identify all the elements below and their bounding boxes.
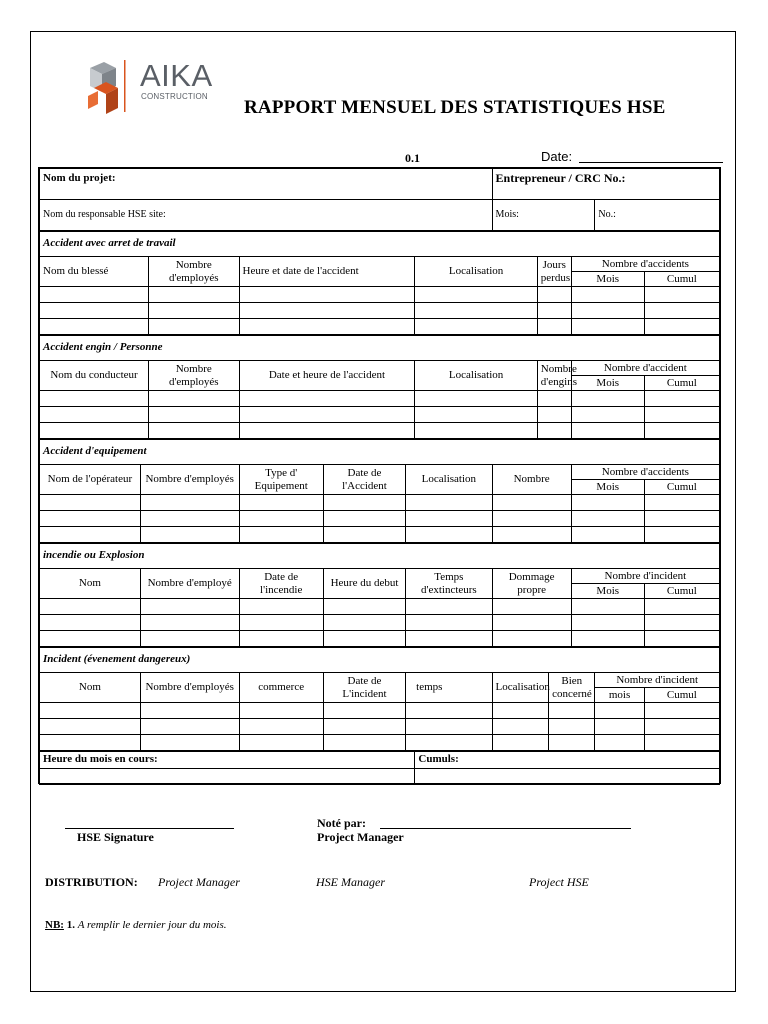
table-cell[interactable] — [239, 303, 415, 319]
table-cell[interactable] — [406, 511, 492, 527]
table-cell[interactable] — [323, 631, 405, 647]
table-cell[interactable] — [537, 423, 571, 439]
col-driver-name: Nom du conducteur — [40, 361, 149, 391]
table-cell[interactable] — [492, 719, 549, 735]
col-days-lost: Jours perdus — [537, 257, 571, 287]
page-title: RAPPORT MENSUEL DES STATISTIQUES HSE — [244, 97, 666, 118]
table-cell[interactable] — [537, 303, 571, 319]
table-cell[interactable] — [644, 423, 719, 439]
note-number: 1. — [66, 919, 75, 931]
col-month: Mois — [571, 584, 644, 599]
table-cell[interactable] — [571, 391, 644, 407]
report-table — [39, 168, 720, 785]
table-cell[interactable] — [571, 303, 644, 319]
table-cell[interactable] — [239, 319, 415, 335]
table-cell[interactable] — [40, 319, 149, 335]
month-label[interactable]: Mois: — [492, 200, 595, 231]
table-cell[interactable] — [149, 391, 240, 407]
table-cell[interactable] — [40, 495, 141, 511]
table-cell[interactable] — [406, 599, 492, 615]
col-time: temps — [406, 673, 492, 703]
col-cumul: Cumul — [644, 376, 719, 391]
date-label: Date: — [541, 149, 573, 164]
table-cell[interactable] — [239, 527, 323, 543]
col-location: Localisation — [415, 361, 537, 391]
table-cell[interactable] — [595, 735, 644, 751]
table-cell[interactable] — [40, 719, 141, 735]
report-form — [38, 167, 721, 784]
table-cell[interactable] — [140, 511, 239, 527]
col-fire-date: Date de l'incendie — [239, 569, 323, 599]
table-cell[interactable] — [492, 495, 571, 511]
table-cell[interactable] — [492, 703, 549, 719]
col-commerce: commerce — [239, 673, 323, 703]
col-employees: Nombre d'employé — [140, 569, 239, 599]
table-cell[interactable] — [323, 703, 405, 719]
table-cell[interactable] — [239, 735, 323, 751]
col-employees: Nombre d'employés — [140, 673, 239, 703]
col-property-concerned: Bien concerné — [549, 673, 595, 703]
table-cell[interactable] — [644, 407, 719, 423]
table-cell[interactable] — [415, 391, 537, 407]
table-cell[interactable] — [595, 719, 644, 735]
table-cell[interactable] — [415, 407, 537, 423]
logo-wordmark: AIKA — [140, 58, 213, 93]
table-cell[interactable] — [323, 495, 405, 511]
col-injured-name: Nom du blessé — [40, 257, 149, 287]
table-cell[interactable] — [492, 527, 571, 543]
table-cell[interactable] — [40, 511, 141, 527]
col-employees: Nombre d'employés — [149, 257, 240, 287]
col-property-damage: Dommage propre — [492, 569, 571, 599]
distribution-item: Project HSE — [529, 875, 589, 889]
table-cell[interactable] — [40, 423, 149, 439]
date-field[interactable] — [579, 162, 723, 163]
number-label[interactable]: No.: — [595, 200, 720, 231]
col-incident-count: Nombre d'incident — [571, 569, 719, 584]
table-cell[interactable] — [40, 735, 141, 751]
company-logo — [84, 58, 214, 116]
table-cell[interactable] — [595, 703, 644, 719]
col-name: Nom — [40, 673, 141, 703]
table-cell[interactable] — [644, 287, 719, 303]
table-cell[interactable] — [644, 703, 719, 719]
version-number: 0.1 — [405, 151, 420, 165]
col-operator-name: Nom de l'opérateur — [40, 465, 141, 495]
table-cell[interactable] — [571, 319, 644, 335]
table-cell[interactable] — [140, 527, 239, 543]
table-cell[interactable] — [149, 303, 240, 319]
noted-by-line[interactable] — [380, 828, 631, 829]
table-cell[interactable] — [644, 391, 719, 407]
col-cumul: Cumul — [644, 584, 719, 599]
hours-month-field[interactable] — [40, 769, 415, 785]
table-cell[interactable] — [537, 391, 571, 407]
col-location: Localisation — [406, 465, 492, 495]
table-cell[interactable] — [571, 423, 644, 439]
table-cell[interactable] — [571, 615, 644, 631]
table-cell[interactable] — [140, 719, 239, 735]
cumuls-field[interactable] — [415, 769, 720, 785]
table-cell[interactable] — [415, 303, 537, 319]
table-cell[interactable] — [644, 511, 719, 527]
table-cell[interactable] — [571, 407, 644, 423]
hse-manager-label[interactable]: Nom du responsable HSE site: — [40, 200, 493, 231]
project-manager-label: Project Manager — [317, 830, 404, 844]
table-cell[interactable] — [492, 615, 571, 631]
table-cell[interactable] — [323, 735, 405, 751]
col-incident-count: Nombre d'incident — [595, 673, 720, 688]
table-cell[interactable] — [239, 719, 323, 735]
table-cell[interactable] — [140, 631, 239, 647]
table-cell[interactable] — [644, 599, 719, 615]
table-cell[interactable] — [549, 719, 595, 735]
table-cell[interactable] — [149, 407, 240, 423]
table-cell[interactable] — [40, 391, 149, 407]
logo-subtitle: CONSTRUCTION — [141, 92, 208, 101]
table-cell[interactable] — [40, 407, 149, 423]
table-cell[interactable] — [239, 495, 323, 511]
table-cell[interactable] — [644, 615, 719, 631]
table-cell[interactable] — [415, 319, 537, 335]
hse-signature-line[interactable] — [65, 828, 234, 829]
col-accident-count: Nombre d'accidents — [571, 465, 719, 480]
table-cell[interactable] — [140, 735, 239, 751]
table-cell[interactable] — [406, 735, 492, 751]
table-cell[interactable] — [40, 599, 141, 615]
table-cell[interactable] — [140, 495, 239, 511]
table-cell[interactable] — [239, 703, 323, 719]
col-accident-count: Nombre d'accident — [571, 361, 719, 376]
table-cell[interactable] — [549, 703, 595, 719]
hours-month-label: Heure du mois en cours: — [40, 751, 415, 769]
section-title-fire: incendie ou Explosion — [40, 543, 720, 569]
col-month: Mois — [571, 272, 644, 287]
table-cell[interactable] — [40, 303, 149, 319]
cumuls-label: Cumuls: — [415, 751, 720, 769]
col-time-date: Heure et date de l'accident — [239, 257, 415, 287]
table-cell[interactable] — [406, 615, 492, 631]
project-name-label[interactable]: Nom du projet: — [40, 169, 493, 200]
col-month: Mois — [571, 480, 644, 495]
table-cell[interactable] — [492, 735, 549, 751]
table-cell[interactable] — [492, 631, 571, 647]
col-location: Localisation — [492, 673, 549, 703]
table-cell[interactable] — [140, 615, 239, 631]
col-month: Mois — [571, 376, 644, 391]
col-accident-count: Nombre d'accidents — [571, 257, 719, 272]
col-count: Nombre — [492, 465, 571, 495]
col-month: mois — [595, 688, 644, 703]
table-cell[interactable] — [323, 511, 405, 527]
table-cell[interactable] — [406, 527, 492, 543]
table-cell[interactable] — [571, 631, 644, 647]
table-cell[interactable] — [323, 599, 405, 615]
col-employees: Nombre d'employés — [149, 361, 240, 391]
table-cell[interactable] — [239, 391, 415, 407]
distribution-label: DISTRIBUTION: — [45, 875, 138, 889]
note-text: A remplir le dernier jour du mois. — [77, 919, 227, 931]
table-cell[interactable] — [406, 719, 492, 735]
table-cell[interactable] — [149, 423, 240, 439]
table-cell[interactable] — [492, 599, 571, 615]
table-cell[interactable] — [415, 287, 537, 303]
table-cell[interactable] — [406, 495, 492, 511]
hse-signature-label: HSE Signature — [77, 830, 154, 844]
table-cell[interactable] — [644, 631, 719, 647]
col-vehicle-count: Nombre d'engins — [537, 361, 571, 391]
note — [45, 919, 227, 931]
col-extinguish-time: Temps d'extincteurs — [406, 569, 492, 599]
table-cell[interactable] — [644, 719, 719, 735]
table-cell[interactable] — [40, 631, 141, 647]
table-cell[interactable] — [149, 319, 240, 335]
table-cell[interactable] — [492, 511, 571, 527]
table-cell[interactable] — [406, 631, 492, 647]
table-cell[interactable] — [140, 703, 239, 719]
col-cumul: Cumul — [644, 272, 719, 287]
table-cell[interactable] — [644, 495, 719, 511]
table-cell[interactable] — [149, 287, 240, 303]
table-cell[interactable] — [571, 599, 644, 615]
col-accident-date: Date de l'Accident — [323, 465, 405, 495]
col-cumul: Cumul — [644, 480, 719, 495]
col-incident-date: Date de L'incident — [323, 673, 405, 703]
col-cumul: Cumul — [644, 688, 719, 703]
table-cell[interactable] — [40, 287, 149, 303]
section-title-lost-time: Accident avec arret de travail — [40, 231, 720, 257]
contractor-label[interactable]: Entrepreneur / CRC No.: — [492, 169, 719, 200]
table-cell[interactable] — [644, 319, 719, 335]
table-cell[interactable] — [239, 599, 323, 615]
table-cell[interactable] — [239, 631, 323, 647]
table-cell[interactable] — [644, 303, 719, 319]
table-cell[interactable] — [40, 703, 141, 719]
table-cell[interactable] — [537, 287, 571, 303]
col-employees: Nombre d'employés — [140, 465, 239, 495]
table-cell[interactable] — [239, 287, 415, 303]
section-title-incident: Incident (évenement dangereux) — [40, 647, 720, 673]
table-cell[interactable] — [323, 527, 405, 543]
table-cell[interactable] — [40, 527, 141, 543]
table-cell[interactable] — [537, 319, 571, 335]
distribution-item: Project Manager — [158, 875, 240, 889]
distribution-item: HSE Manager — [316, 875, 385, 889]
table-cell[interactable] — [406, 703, 492, 719]
section-title-vehicle: Accident engin / Personne — [40, 335, 720, 361]
col-equipment-type: Type d' Equipement — [239, 465, 323, 495]
table-cell[interactable] — [571, 527, 644, 543]
table-cell[interactable] — [140, 599, 239, 615]
note-prefix: NB: — [45, 919, 64, 931]
table-cell[interactable] — [239, 511, 323, 527]
table-cell[interactable] — [537, 407, 571, 423]
logo-mark-icon — [84, 58, 134, 114]
col-start-time: Heure du debut — [323, 569, 405, 599]
table-cell[interactable] — [323, 719, 405, 735]
table-cell[interactable] — [571, 287, 644, 303]
col-date-time: Date et heure de l'accident — [239, 361, 415, 391]
noted-by-label: Noté par: — [317, 816, 366, 830]
table-cell[interactable] — [644, 735, 719, 751]
table-cell[interactable] — [239, 407, 415, 423]
table-cell[interactable] — [415, 423, 537, 439]
table-cell[interactable] — [323, 615, 405, 631]
table-cell[interactable] — [571, 511, 644, 527]
table-cell[interactable] — [239, 615, 323, 631]
table-cell[interactable] — [549, 735, 595, 751]
table-cell[interactable] — [644, 527, 719, 543]
table-cell[interactable] — [571, 495, 644, 511]
col-name: Nom — [40, 569, 141, 599]
col-location: Localisation — [415, 257, 537, 287]
table-cell[interactable] — [239, 423, 415, 439]
section-title-equipment: Accident d'equipement — [40, 439, 720, 465]
table-cell[interactable] — [40, 615, 141, 631]
